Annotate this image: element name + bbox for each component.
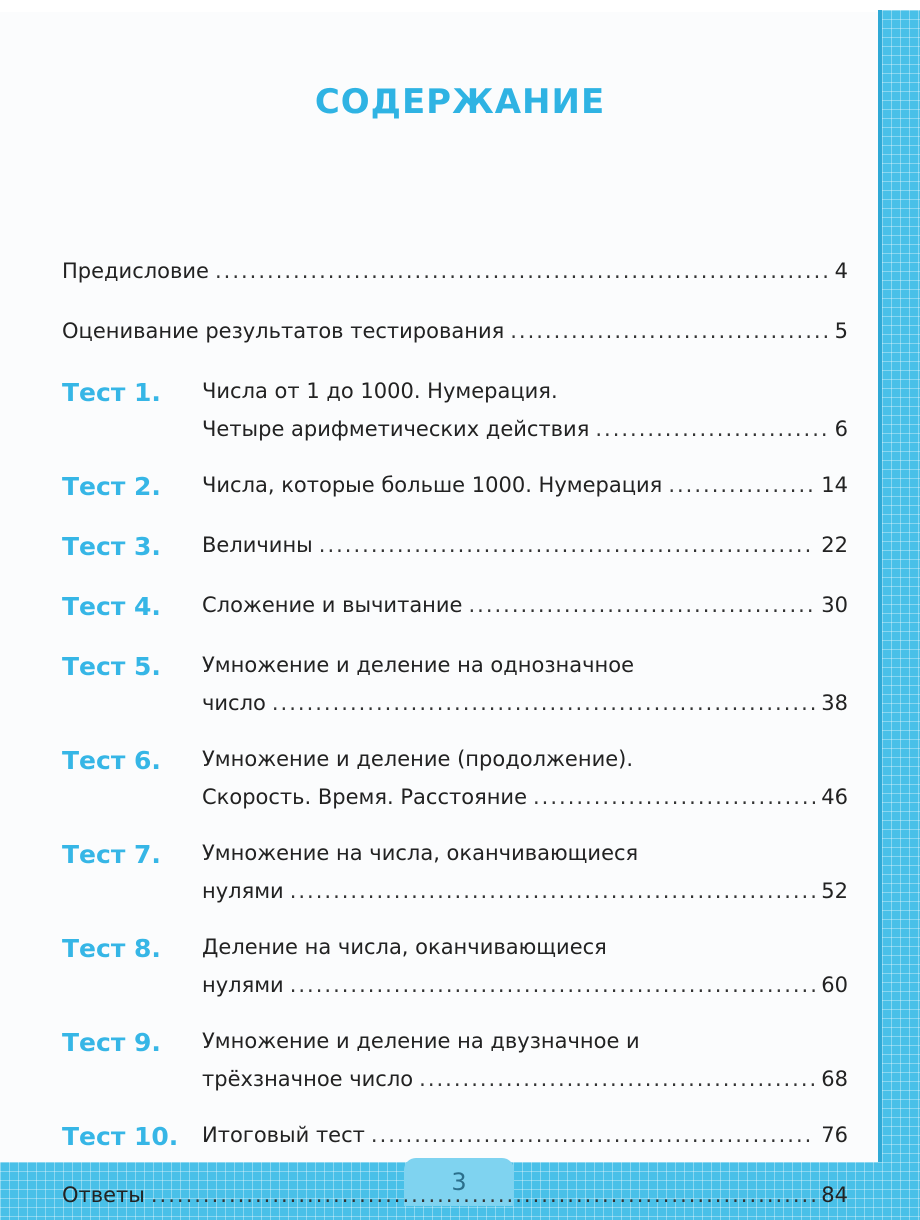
dot-leader — [290, 966, 816, 1004]
page-top-edge — [0, 0, 920, 12]
test-label: Тест 9. — [62, 1028, 161, 1057]
toc-entry-text: Предисловие — [62, 259, 209, 283]
dot-leader — [151, 1176, 815, 1214]
toc-page-number: 60 — [821, 973, 848, 997]
toc-page-number: 52 — [821, 879, 848, 903]
dot-leader — [468, 586, 815, 624]
test-label: Тест 2. — [62, 472, 161, 501]
dot-leader — [319, 526, 816, 564]
toc-entry-line: Умножение и деление (продолжение). — [202, 747, 634, 771]
toc-page-number: 68 — [821, 1067, 848, 1091]
dot-leader — [533, 778, 815, 816]
toc-entry-test-8[interactable] — [62, 928, 848, 1004]
side-decorative-band — [882, 10, 920, 1190]
toc-entry-line: Умножение и деление на двузначное и — [202, 1029, 640, 1053]
toc-entry-line: Числа от 1 до 1000. Нумерация. — [202, 379, 558, 403]
toc-entry-test-2[interactable] — [62, 466, 848, 508]
toc-entry-test-9[interactable] — [62, 1022, 848, 1098]
toc-entry-text: Итоговый тест — [202, 1123, 365, 1147]
test-label: Тест 6. — [62, 746, 161, 775]
toc-entry-text: число — [202, 691, 266, 715]
toc-entry-test-5[interactable] — [62, 646, 848, 722]
dot-leader — [595, 410, 828, 448]
toc-entry-text: трёхзначное число — [202, 1067, 414, 1091]
toc-entry-line: Деление на числа, оканчивающиеся — [202, 935, 607, 959]
toc-entry-answers[interactable] — [62, 1176, 848, 1214]
dot-leader — [272, 684, 815, 722]
toc-entry-grading[interactable] — [62, 312, 848, 350]
test-label: Тест 8. — [62, 934, 161, 963]
toc-entry-test-4[interactable] — [62, 586, 848, 628]
toc-page-number: 30 — [821, 593, 848, 617]
test-label: Тест 3. — [62, 532, 161, 561]
toc-page-number: 76 — [821, 1123, 848, 1147]
toc-entry-text: нулями — [202, 879, 284, 903]
toc-entry-text: нулями — [202, 973, 284, 997]
toc-entry-line: Умножение на числа, оканчивающиеся — [202, 841, 639, 865]
toc-entry-preface[interactable] — [62, 252, 848, 290]
test-label: Тест 4. — [62, 592, 161, 621]
toc-entry-test-3[interactable] — [62, 526, 848, 568]
toc-entry-line: Умножение и деление на однозначное — [202, 653, 634, 677]
table-of-contents — [62, 252, 848, 1220]
test-label: Тест 5. — [62, 652, 161, 681]
toc-page-number: 14 — [821, 473, 848, 497]
toc-page-number: 22 — [821, 533, 848, 557]
toc-entry-text: Величины — [202, 533, 313, 557]
test-label: Тест 10. — [62, 1122, 179, 1151]
page-number: 3 — [451, 1168, 467, 1196]
page-title: СОДЕРЖАНИЕ — [314, 82, 606, 122]
toc-entry-text: Ответы — [62, 1183, 145, 1207]
toc-entry-text: Числа, которые больше 1000. Нумерация — [202, 473, 663, 497]
toc-entry-text: Сложение и вычитание — [202, 593, 463, 617]
toc-entry-text: Четыре арифметических действия — [202, 417, 590, 441]
dot-leader — [215, 252, 829, 290]
toc-page-number: 4 — [834, 259, 848, 283]
toc-page-number: 84 — [821, 1183, 848, 1207]
toc-entry-test-7[interactable] — [62, 834, 848, 910]
dot-leader — [290, 872, 816, 910]
toc-entry-test-6[interactable] — [62, 740, 848, 816]
toc-page-number: 6 — [834, 417, 848, 441]
dot-leader — [419, 1060, 815, 1098]
toc-entry-test-10[interactable] — [62, 1116, 848, 1158]
toc-page-number: 46 — [821, 785, 848, 809]
dot-leader — [510, 312, 828, 350]
toc-page-number: 38 — [821, 691, 848, 715]
dot-leader — [371, 1116, 815, 1154]
toc-page-number: 5 — [834, 319, 848, 343]
toc-entry-text: Оценивание результатов тестирования — [62, 319, 505, 343]
toc-entry-text: Скорость. Время. Расстояние — [202, 785, 527, 809]
test-label: Тест 7. — [62, 840, 161, 869]
test-label: Тест 1. — [62, 378, 161, 407]
toc-entry-test-1[interactable] — [62, 372, 848, 448]
dot-leader — [668, 466, 815, 504]
